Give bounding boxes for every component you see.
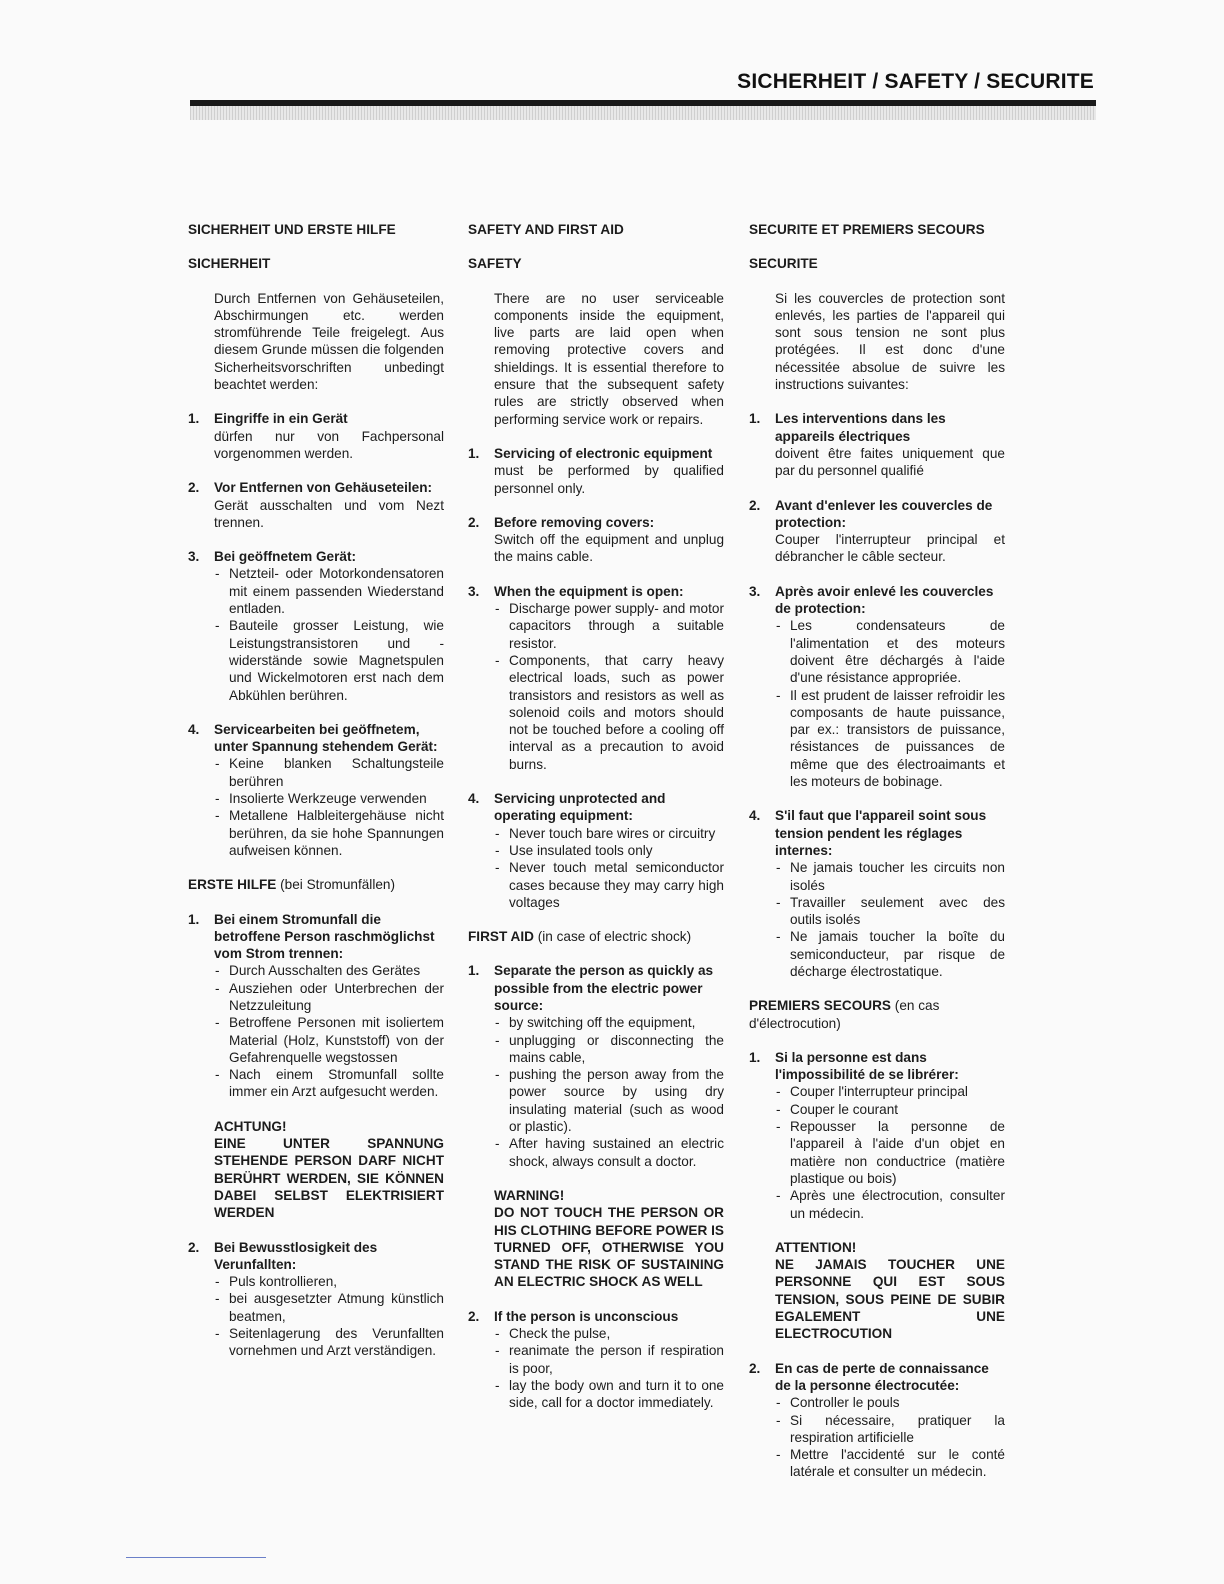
safety-section [468,514,724,566]
list-item: - Il est prudent de laisser refroidir les composants de haute puissance, par ex.: transistors de puissance, résistances de puissances de même que des électroaimants et les moteurs de bobinage. [775,687,1005,791]
list-item: - Netzteil- oder Motorkondensatoren mit einem passenden Wiederstand entladen. [214,565,444,617]
list-item: - Never touch metal semiconductor cases because they may carry high voltages [494,859,724,911]
page-title: SICHERHEIT / SAFETY / SECURITE [737,70,1094,93]
list-item: - Couper l'interrupteur principal [775,1083,1005,1100]
section-title: Servicearbeiten bei geöffnetem, unter Spannung stehendem Gerät: [214,721,438,755]
warning-block [214,1118,444,1222]
section-number: 2. [188,1239,200,1255]
first-aid-note: (en cas d'électrocution) [749,998,940,1031]
section-title: If the person is unconscious [494,1308,679,1324]
list-item: - Components, that carry heavy electrical loads, such as power transistors and resistors as well as solenoid coils and motors should not be touched before a cooling off interval as a precaution to avoid burns. [494,652,724,773]
list-item: - Check the pulse, [494,1325,724,1342]
section-title: Bei geöffnetem Gerät: [214,549,357,565]
section-number: 1. [188,411,200,427]
list-item: - bei ausgesetzter Atmung künstlich beatmen, [214,1290,444,1325]
section-body: Couper l'interrupteur principal et débrancher le câble secteur. [775,532,1005,565]
section-title: Si la personne est dans l'impossibilité de se librérer: [775,1049,959,1083]
warning-label: ATTENTION! [775,1239,857,1255]
section-title: Before removing covers: [494,514,655,530]
safety-section [468,445,724,497]
list-item: - Use insulated tools only [494,842,724,859]
column-english [468,221,724,1429]
list-item: - reanimate the person if respiration is poor, [494,1342,724,1377]
section-title: Bei Bewusstlosigkeit des Verunfallten: [214,1239,378,1272]
section-number: 1. [468,963,480,979]
warning-text: NE JAMAIS TOUCHER UNE PERSONNE QUI EST SOUS TENSION, SOUS PEINE DE SUBIR EGALEMENT UNE ELECTROCUTION [775,1257,1005,1342]
first-aid-section [749,1049,1005,1222]
first-aid-note: (in case of electric shock) [533,929,692,945]
safety-section [749,807,1005,980]
list-item: - Keine blanken Schaltungsteile berühren [214,755,444,790]
section-number: 3. [468,583,480,599]
intro-paragraph: There are no user serviceable components inside the equipment, live parts are laid open when removing protective covers and shieldings. It is essential therefore to ensure that the subsequent safety rules are strictly observed when performing service work or repairs. [494,290,724,427]
dash-list [775,1394,1005,1480]
safety-section [749,583,1005,791]
section-number: 2. [749,1360,761,1376]
section-number: 4. [188,721,200,737]
intro-paragraph: Durch Entfernen von Gehäuseteilen, Abschirmungen etc. werden stromführende Teile freigelegt. Aus diesem Grunde müssen die folgenden Sicherheitsvorschriften unbedingt beachtet werden: [214,290,444,393]
section-number: 4. [468,791,480,807]
dash-list [775,859,1005,980]
section-title: Separate the person as quickly as possible from the electric power source: [494,963,714,1013]
section-number: 1. [188,911,200,927]
list-item: - After having sustained an electric shock, always consult a doctor. [494,1135,724,1170]
first-aid-section [749,1360,1005,1481]
first-aid-label: FIRST AID [468,929,534,945]
dash-list [775,1083,1005,1221]
intro-paragraph: Si les couvercles de protection sont enlevés, les parties de l'appareil qui sont sous tension ne sont plus protégées. Il est donc d'une nécessitée absolue de suivre les instructions suivantes: [775,290,1005,393]
list-item: - Insolierte Werkzeuge verwenden [214,790,444,807]
section-number: 2. [468,514,480,530]
list-item: - Repousser la personne de l'appareil à l'aide d'un objet en matière non conductrice (matière plastique ou bois) [775,1118,1005,1187]
section-title: Eingriffe in ein Gerät [214,411,348,427]
list-item: - Couper le courant [775,1101,1005,1118]
safety-section [188,548,444,704]
section-number: 2. [468,1308,480,1324]
header-shade-band [190,106,1096,120]
section-title: S'il faut que l'appareil soint sous tension pendent les réglages internes: [775,808,987,858]
first-aid-section [188,911,444,1101]
column-subheading: SAFETY [468,256,522,272]
list-item: - Controller le pouls [775,1394,1005,1411]
list-item: - Never touch bare wires or circuitry [494,825,724,842]
dash-list [214,565,444,703]
list-item: - Nach einem Stromunfall sollte immer ein Arzt aufgesucht werden. [214,1066,444,1101]
safety-section [749,410,1005,479]
list-item: - Betroffene Personen mit isoliertem Material (Holz, Kunststoff) von der Gefahrenquelle wegstossen [214,1014,444,1066]
section-number: 2. [749,497,761,513]
column-heading: SICHERHEIT UND ERSTE HILFE [188,222,396,237]
warning-label: WARNING! [494,1187,565,1203]
list-item: - lay the body own and turn it to one side, call for a doctor immediately. [494,1377,724,1412]
warning-block [775,1239,1005,1343]
column-subheading: SECURITE [749,256,818,272]
section-number: 1. [749,411,761,427]
dash-list [494,1014,724,1170]
warning-text: DO NOT TOUCH THE PERSON OR HIS CLOTHING BEFORE POWER IS TURNED OFF, OTHERWISE YOU STAND THE RISK OF SUSTAINING AN ELECTRIC SHOCK AS WELL [494,1205,724,1290]
section-number: 1. [468,445,480,461]
dash-list [214,1273,444,1359]
column-heading: SAFETY AND FIRST AID [468,222,624,237]
section-title: Vor Entfernen von Gehäuseteilen: [214,480,433,496]
column-heading: SECURITE ET PREMIERS SECOURS [749,222,985,237]
section-title: When the equipment is open: [494,583,684,599]
section-title: En cas de perte de connaissance de la personne électrocutée: [775,1360,989,1393]
warning-label: ACHTUNG! [214,1118,287,1134]
dash-list [214,755,444,859]
first-aid-label: PREMIERS SECOURS [749,998,892,1014]
first-aid-note: (bei Stromunfällen) [276,877,395,893]
dash-list [494,825,724,911]
list-item: - Travailler seulement avec des outils isolés [775,894,1005,929]
section-body: Switch off the equipment and unplug the mains cable. [494,532,724,565]
section-body: Gerät ausschalten und vom Nezt trennen. [214,497,444,530]
first-aid-heading [188,876,444,893]
list-item: - Seitenlagerung des Verunfallten vornehmen und Arzt verständigen. [214,1325,444,1360]
warning-text: EINE UNTER SPANNUNG STEHENDE PERSON DARF NICHT BERÜHRT WERDEN, SIE KÖNNEN DABEI SELBST ELEKTRISIERT WERDEN [214,1136,444,1221]
safety-section [468,583,724,773]
section-number: 1. [749,1049,761,1065]
section-title: Servicing unprotected and operating equipment: [494,791,666,824]
list-item: - Discharge power supply- and motor capacitors through a suitable resistor. [494,600,724,652]
first-aid-label: ERSTE HILFE [188,877,277,893]
list-item: - Les condensateurs de l'alimentation et des moteurs doivent être déchargés à l'aide d'une résistance appropriée. [775,617,1005,686]
safety-section [188,479,444,531]
list-item: - by switching off the equipment, [494,1014,724,1031]
list-item: - Ne jamais toucher les circuits non isolés [775,859,1005,894]
list-item: - Mettre l'accidenté sur le conté latérale et consulter un médecin. [775,1446,1005,1481]
list-item: - Durch Ausschalten des Gerätes [214,962,444,979]
section-body: dürfen nur von Fachpersonal vorgenommen werden. [214,428,444,461]
list-item: - Après une électrocution, consulter un médecin. [775,1187,1005,1222]
list-item: - unplugging or disconnecting the mains cable, [494,1032,724,1067]
column-german [188,221,444,1377]
safety-section [188,721,444,859]
list-item: - Puls kontrollieren, [214,1273,444,1290]
column-subheading: SICHERHEIT [188,256,271,272]
list-item: - Bauteile grosser Leistung, wie Leistungstransistoren und -widerstände sowie Magnetspulen und Wickelmotoren erst nach dem Abkühlen berühren. [214,617,444,703]
first-aid-heading [468,928,724,945]
list-item: - Metallene Halbleitergehäuse nicht berühren, da sie hohe Spannungen aufweisen können. [214,807,444,859]
section-title: Après avoir enlevé les couvercles de protection: [775,583,994,617]
section-number: 3. [749,583,761,599]
section-body: must be performed by qualified personnel only. [494,463,724,496]
column-french [749,221,1005,1498]
first-aid-heading [749,997,1005,1032]
section-title: Servicing of electronic equipment [494,445,713,461]
dash-list [214,962,444,1100]
section-number: 4. [749,808,761,824]
safety-section [188,410,444,462]
section-number: 3. [188,549,200,565]
warning-block [494,1187,724,1291]
dash-list [775,617,1005,790]
first-aid-section [468,962,724,1170]
section-title: Avant d'enlever les couvercles de protection: [775,497,993,530]
safety-section [468,790,724,911]
dash-list [494,1325,724,1411]
list-item: - Ne jamais toucher la boîte du semiconducteur, par risque de décharge électrostatique. [775,928,1005,980]
list-item: - pushing the person away from the power source by using dry insulating material (such as wood or plastic). [494,1066,724,1135]
section-body: doivent être faites uniquement que par du personnel qualifié [775,445,1005,479]
first-aid-section [468,1308,724,1412]
list-item: - Si nécessaire, pratiquer la respiration artificielle [775,1412,1005,1447]
section-title: Bei einem Stromunfall die betroffene Person raschmöglichst vom Strom trennen: [214,911,435,962]
safety-section [749,497,1005,566]
list-item: - Ausziehen oder Unterbrechen der Netzzuleitung [214,980,444,1015]
footer-line [126,1557,266,1558]
first-aid-section [188,1239,444,1360]
section-title: Les interventions dans les appareils électriques [775,411,946,444]
section-number: 2. [188,480,200,496]
dash-list [494,600,724,773]
